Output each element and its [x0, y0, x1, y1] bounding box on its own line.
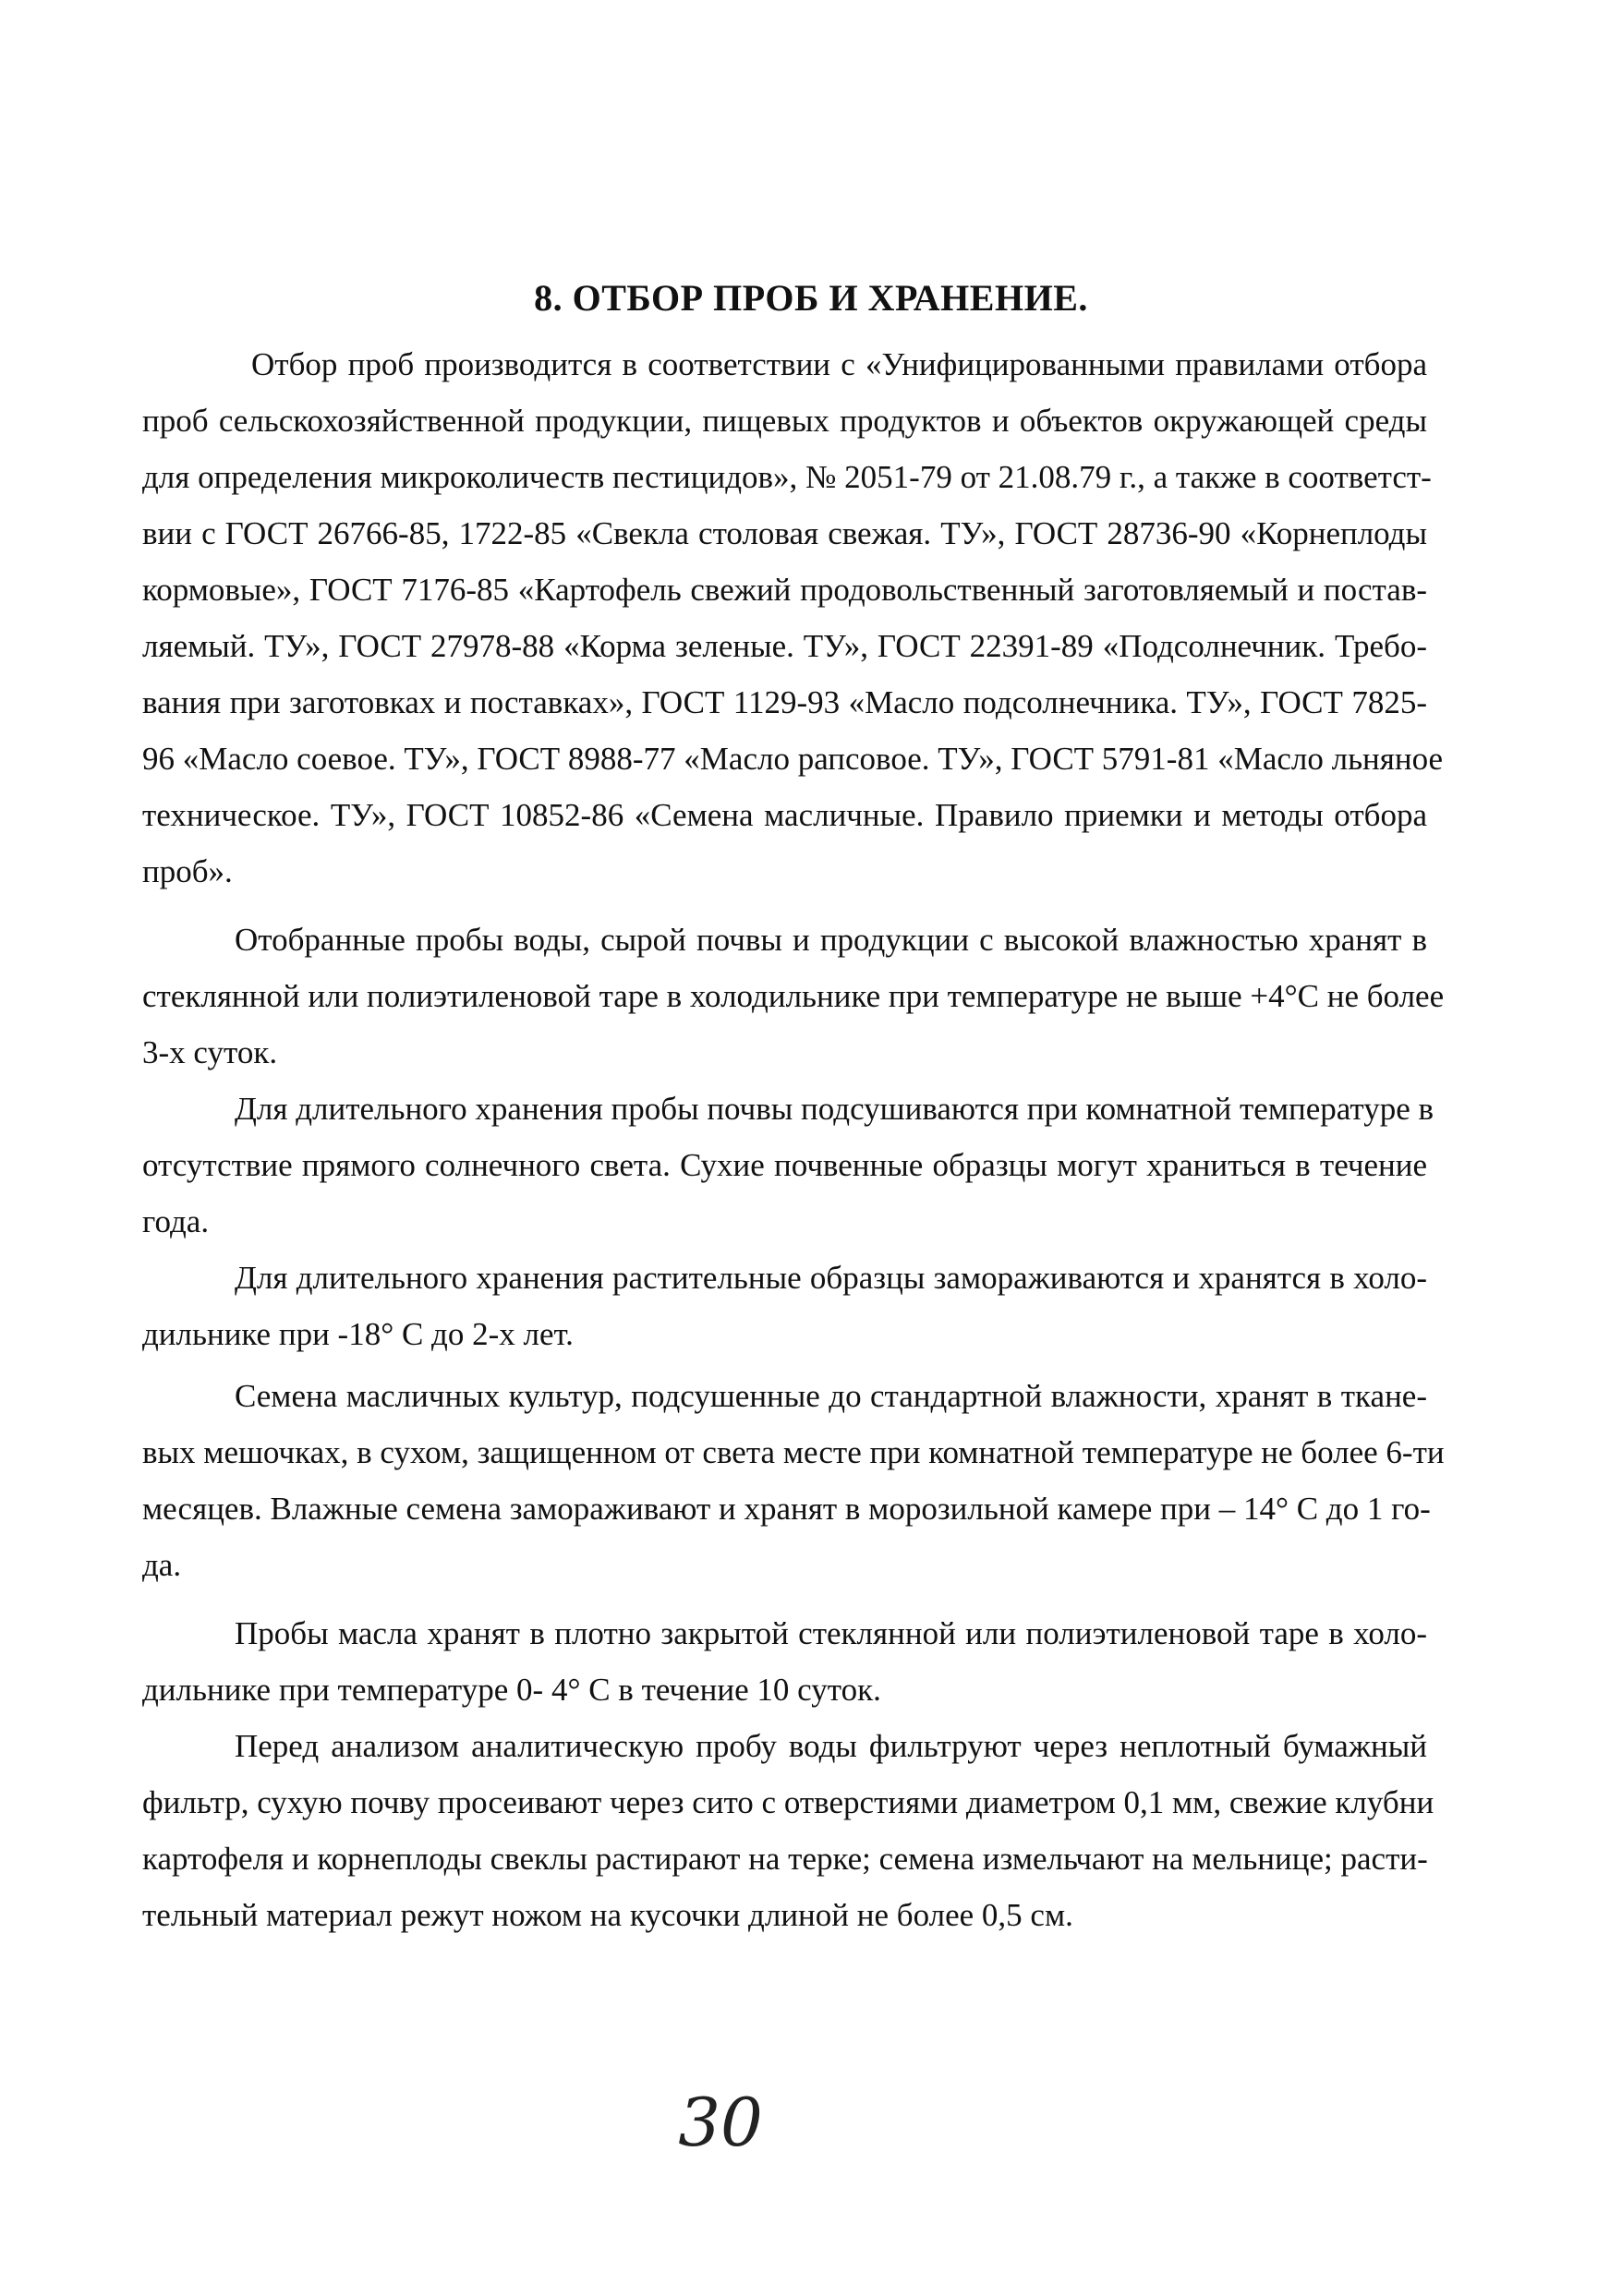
text-line: Для длительного хранения пробы почвы подсушиваются при комнатной температуре в: [235, 1091, 1434, 1127]
text-line: Для длительного хранения растительные образцы замораживаются и хранятся в холо-: [235, 1260, 1427, 1296]
section-heading: 8. ОТБОР ПРОБ И ХРАНЕНИЕ.: [534, 277, 1088, 319]
text-line: ляемый. ТУ», ГОСТ 27978-88 «Корма зеленые. ТУ», ГОСТ 22391-89 «Подсолнечник. Требо-: [142, 628, 1427, 664]
text-line: месяцев. Влажные семена замораживают и хранят в морозильной камере при – 14° С до 1 го-: [142, 1491, 1431, 1527]
text-line: дильнике при -18° С до 2-х лет.: [142, 1316, 574, 1352]
text-line: проб сельскохозяйственной продукции, пищевых продуктов и объектов окружающей среды: [142, 403, 1427, 439]
text-line: 3-х суток.: [142, 1034, 278, 1070]
text-line: года.: [142, 1203, 210, 1239]
text-line: дильнике при температуре 0- 4° С в течение 10 суток.: [142, 1672, 881, 1708]
text-line: тельный материал режут ножом на кусочки длиной не более 0,5 см.: [142, 1897, 1073, 1933]
page-number: 30: [678, 2084, 763, 2161]
text-line: отсутствие прямого солнечного света. Сухие почвенные образцы могут храниться в течение: [142, 1147, 1427, 1183]
text-line: вания при заготовках и поставках», ГОСТ 1129-93 «Масло подсолнечника. ТУ», ГОСТ 7825-: [142, 684, 1427, 720]
text-line: техническое. ТУ», ГОСТ 10852-86 «Семена масличные. Правило приемки и методы отбора: [142, 797, 1427, 833]
text-line: для определения микроколичеств пестицидов», № 2051-79 от 21.08.79 г., а также в соответст-: [142, 459, 1432, 495]
text-line: Отбор проб производится в соответствии с «Унифицированными правилами отбора: [251, 346, 1427, 382]
text-line: фильтр, сухую почву просеивают через сито с отверстиями диаметром 0,1 мм, свежие клубни: [142, 1784, 1434, 1820]
text-line: вии с ГОСТ 26766-85, 1722-85 «Свекла столовая свежая. ТУ», ГОСТ 28736-90 «Корнеплоды: [142, 515, 1427, 551]
text-line: кормовые», ГОСТ 7176-85 «Картофель свежий продовольственный заготовляемый и постав-: [142, 572, 1427, 608]
text-line: вых мешочках, в сухом, защищенном от света месте при комнатной температуре не более 6-ти: [142, 1434, 1445, 1470]
text-line: Перед анализом аналитическую пробу воды фильтруют через неплотный бумажный: [235, 1728, 1427, 1764]
text-line: проб».: [142, 853, 233, 889]
text-line: 96 «Масло соевое. ТУ», ГОСТ 8988-77 «Масло рапсовое. ТУ», ГОСТ 5791-81 «Масло льняное: [142, 741, 1444, 777]
text-line: Пробы масла хранят в плотно закрытой стеклянной или полиэтиленовой таре в холо-: [235, 1615, 1427, 1651]
text-line: Отобранные пробы воды, сырой почвы и продукции с высокой влажностью хранят в: [235, 922, 1427, 958]
text-line: картофеля и корнеплоды свеклы растирают на терке; семена измельчают на мельнице; расти-: [142, 1841, 1428, 1877]
text-line: Семена масличных культур, подсушенные до стандартной влажности, хранят в ткане-: [235, 1378, 1427, 1414]
text-line: стеклянной или полиэтиленовой таре в холодильнике при температуре не выше +4°С не более: [142, 978, 1445, 1014]
text-line: да.: [142, 1547, 182, 1583]
